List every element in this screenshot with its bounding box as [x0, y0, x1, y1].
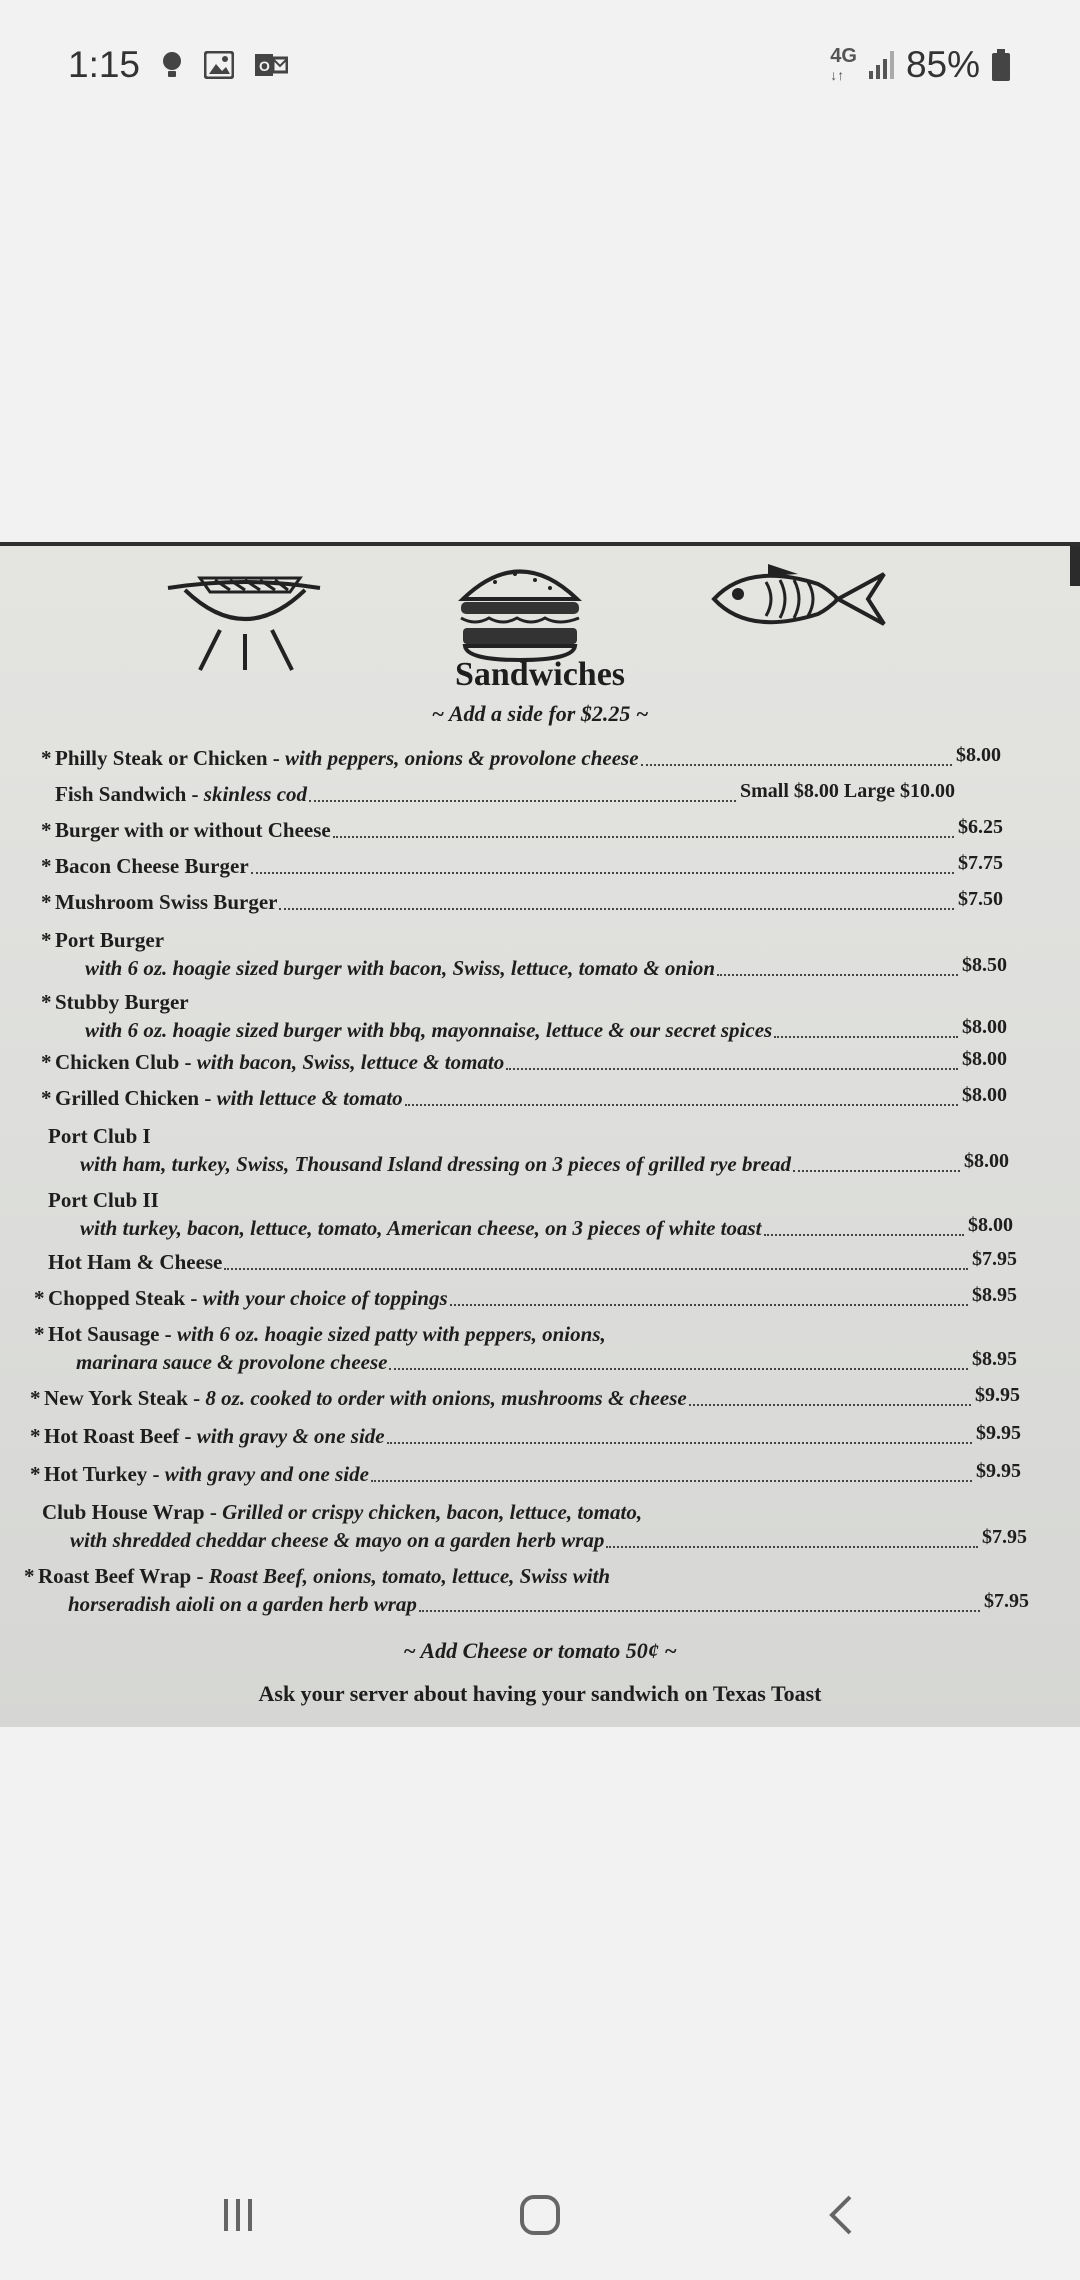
home-button[interactable]: [500, 2180, 580, 2250]
menu-item-leader: [717, 974, 958, 976]
menu-subtitle: ~ Add a side for $2.25 ~: [431, 701, 649, 726]
menu-item-star: *: [24, 1564, 35, 1588]
menu-item-description: with gravy and one side: [164, 1462, 369, 1486]
menu-item-name: Port Club I: [48, 1124, 151, 1148]
menu-item-leader: [606, 1546, 978, 1548]
menu-item-leader: [224, 1268, 968, 1270]
menu-item-description: with peppers, onions & provolone cheese: [285, 746, 639, 770]
battery-percent: 85%: [905, 44, 980, 85]
system-status: [830, 44, 1010, 86]
menu-item-price: $6.25: [958, 816, 1003, 838]
menu-item: [41, 854, 249, 879]
menu-item: [30, 1424, 385, 1449]
menu-item-name: Chopped Steak -: [48, 1286, 203, 1310]
menu-item-leader: [641, 764, 952, 766]
network-type: 4G ↓↑: [830, 44, 857, 83]
menu-item-price: Small $8.00 Large $10.00: [740, 780, 955, 802]
menu-item-price: $7.95: [982, 1526, 1027, 1548]
battery-icon: [992, 49, 1010, 81]
menu-item-description: Roast Beef, onions, tomato, lettuce, Swiss with: [208, 1564, 611, 1588]
menu-item-description: 8 oz. cooked to order with onions, mushrooms & cheese: [205, 1386, 687, 1410]
menu-item-description: with your choice of toppings: [202, 1286, 448, 1310]
menu-item: [41, 990, 189, 1015]
burger-icon: [455, 554, 585, 664]
menu-item-name: Port Burger: [55, 928, 165, 952]
menu-item-name: Hot Sausage -: [48, 1322, 177, 1346]
menu-item: [30, 1386, 687, 1411]
menu-item: [41, 818, 331, 843]
menu-item-star: *: [41, 746, 52, 770]
menu-item-star: *: [41, 1050, 52, 1074]
menu-item: [30, 1462, 369, 1487]
menu-item-leader: [387, 1442, 972, 1444]
menu-item-name: Hot Ham & Cheese: [48, 1250, 223, 1274]
menu-item-name: Stubby Burger: [55, 990, 189, 1014]
menu-item-detail: with shredded cheddar cheese & mayo on a garden herb wrap: [70, 1528, 605, 1552]
signal-icon: [869, 51, 894, 79]
menu-item-name: Club House Wrap -: [42, 1500, 223, 1524]
image-icon: [204, 51, 234, 79]
menu-item-leader: [309, 800, 736, 802]
menu-item-star: *: [30, 1386, 41, 1410]
menu-item-star: *: [30, 1424, 41, 1448]
menu-item: [34, 1286, 448, 1311]
status-bar: [0, 0, 1080, 140]
menu-item: [24, 1564, 611, 1589]
menu-item-leader: [793, 1170, 960, 1172]
bulb-icon: [160, 50, 184, 80]
menu-item-detail: with ham, turkey, Swiss, Thousand Island dressing on 3 pieces of grilled rye bread: [80, 1152, 791, 1176]
menu-item-detail: marinara sauce & provolone cheese: [76, 1350, 388, 1374]
menu-item: [41, 928, 165, 953]
menu-item-name: Chicken Club -: [55, 1050, 197, 1074]
menu-item-description: Grilled or crispy chicken, bacon, lettuce, tomato,: [222, 1500, 643, 1524]
menu-item-leader: [371, 1480, 972, 1482]
menu-item-name: Port Club II: [48, 1188, 159, 1212]
menu-item-name: Bacon Cheese Burger: [55, 854, 249, 878]
menu-item-price: $8.95: [972, 1284, 1017, 1306]
menu-item-star: *: [41, 928, 52, 952]
menu-item: [34, 1322, 606, 1347]
menu-item-detail: with turkey, bacon, lettuce, tomato, American cheese, on 3 pieces of white toast: [80, 1216, 762, 1240]
menu-item-price: $8.00: [964, 1150, 1009, 1172]
menu-item-price: $9.95: [976, 1422, 1021, 1444]
back-button[interactable]: [802, 2180, 882, 2250]
home-icon: [518, 2193, 562, 2237]
svg-text:O: O: [259, 58, 270, 74]
menu-item-name: Burger with or without Cheese: [55, 818, 331, 842]
navigation-bar: [0, 2170, 1080, 2270]
menu-item-name: Hot Roast Beef -: [44, 1424, 197, 1448]
menu-item-star: *: [41, 1086, 52, 1110]
menu-item: [42, 1500, 642, 1525]
menu-item-leader: [251, 872, 954, 874]
menu-item-description: with gravy & one side: [196, 1424, 385, 1448]
menu-title: Sandwiches: [454, 656, 626, 693]
menu-item-leader: [774, 1036, 958, 1038]
menu-item-price: $9.95: [975, 1384, 1020, 1406]
menu-item-name: Grilled Chicken -: [55, 1086, 217, 1110]
menu-item-price: $7.50: [958, 888, 1003, 910]
menu-item-price: $7.95: [984, 1590, 1029, 1612]
outlook-icon: [254, 51, 288, 79]
menu-item-description: with bacon, Swiss, lettuce & tomato: [196, 1050, 505, 1074]
fish-icon: [708, 554, 890, 644]
menu-item-description: with 6 oz. hoagie sized patty with peppers, onions,: [176, 1322, 606, 1346]
menu-item-star: *: [41, 890, 52, 914]
menu-item-star: *: [41, 990, 52, 1014]
menu-item: [48, 1124, 151, 1149]
menu-item-name: New York Steak -: [44, 1386, 206, 1410]
menu-item: [48, 1250, 222, 1275]
menu-item-detail: with 6 oz. hoagie sized burger with bacon, Swiss, lettuce, tomato & onion: [85, 956, 716, 980]
menu-item-leader: [689, 1404, 971, 1406]
menu-item-star: *: [41, 854, 52, 878]
menu-item-leader: [333, 836, 954, 838]
menu-item-leader: [405, 1104, 958, 1106]
menu-item-price: $8.00: [962, 1016, 1007, 1038]
back-icon: [822, 2193, 862, 2237]
menu-item-leader: [419, 1610, 980, 1612]
menu-item-leader: [506, 1068, 958, 1070]
menu-item-name: Philly Steak or Chicken -: [55, 746, 286, 770]
menu-item-star: *: [34, 1322, 45, 1346]
menu-item-price: $8.00: [968, 1214, 1013, 1236]
menu-item-detail: with 6 oz. hoagie sized burger with bbq, mayonnaise, lettuce & our secret spices: [85, 1018, 773, 1042]
menu-item-name: Roast Beef Wrap -: [38, 1564, 209, 1588]
menu-item-leader: [389, 1368, 968, 1370]
menu-item-star: *: [34, 1286, 45, 1310]
menu-item-price: $8.00: [956, 744, 1001, 766]
menu-item: [41, 1086, 403, 1111]
menu-item-name: Mushroom Swiss Burger: [55, 890, 278, 914]
menu-item: [41, 890, 278, 915]
menu-footer-note: ~ Add Cheese or tomato 50¢ ~: [403, 1638, 677, 1663]
menu-item: [55, 782, 307, 807]
menu-photo: [0, 542, 1080, 1727]
menu-item-price: $8.00: [962, 1048, 1007, 1070]
menu-item-price: $9.95: [976, 1460, 1021, 1482]
menu-item-leader: [764, 1234, 964, 1236]
menu-item-star: *: [30, 1462, 41, 1486]
menu-item-price: $8.95: [972, 1348, 1017, 1370]
recents-button[interactable]: [198, 2180, 278, 2250]
menu-item-leader: [450, 1304, 968, 1306]
menu-item-price: $8.50: [962, 954, 1007, 976]
menu-item: [41, 1050, 505, 1075]
menu-item-price: $8.00: [962, 1084, 1007, 1106]
menu-item: [48, 1188, 159, 1213]
menu-item-leader: [279, 908, 954, 910]
menu-item-description: skinless cod: [203, 782, 308, 806]
menu-item-price: $7.95: [972, 1248, 1017, 1270]
menu-item-price: $7.75: [958, 852, 1003, 874]
menu-item-name: Fish Sandwich -: [55, 782, 204, 806]
status-time: 1:15: [68, 44, 141, 85]
menu-footer-text: Ask your server about having your sandwich on Texas Toast: [258, 1681, 822, 1706]
menu-item-description: with lettuce & tomato: [216, 1086, 403, 1110]
recents-icon: [218, 2195, 258, 2235]
menu-item: [41, 746, 639, 771]
notification-icons: [160, 50, 288, 80]
menu-item-star: *: [41, 818, 52, 842]
menu-item-name: Hot Turkey -: [44, 1462, 165, 1486]
menu-item-detail: horseradish aioli on a garden herb wrap: [68, 1592, 417, 1616]
